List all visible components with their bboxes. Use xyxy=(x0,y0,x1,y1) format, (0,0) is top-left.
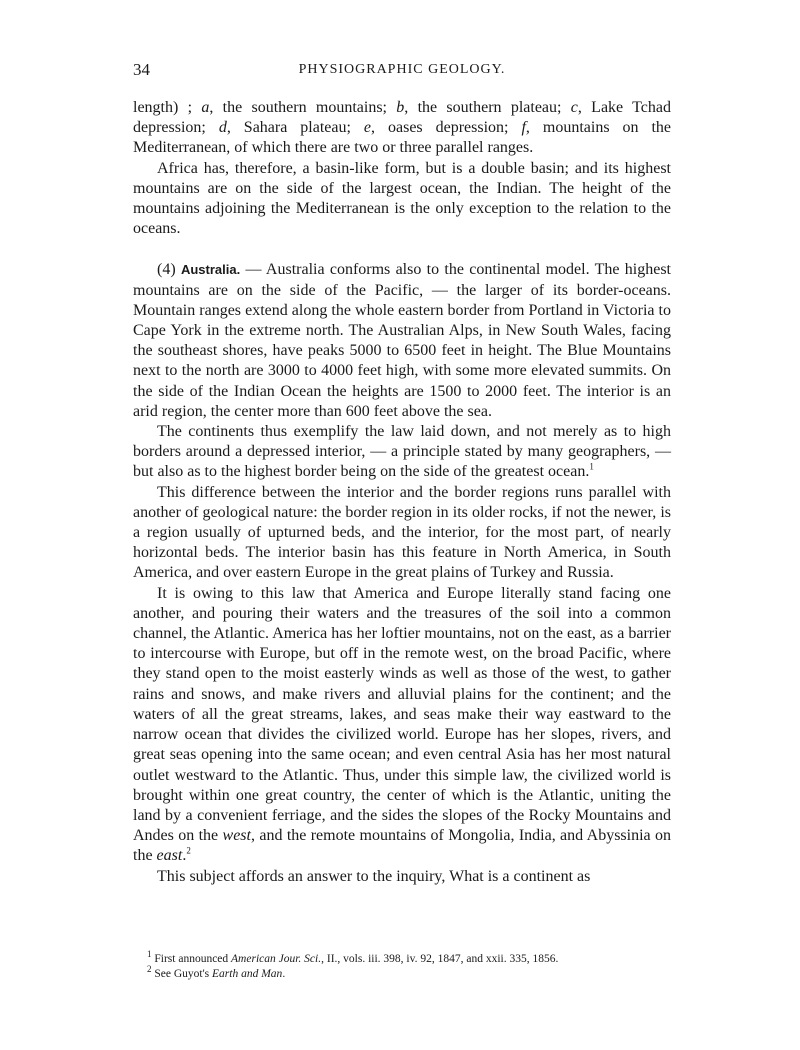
footnote-2: $^2$ See Guyot's Earth and Man. xyxy=(147,964,286,980)
paragraph-america-europe: It is owing to this law that America and Europe literally stand facing one another, and pouring their waters and the treasures of the soil into a common channel, the Atlantic. America has her loftier mountains, not on the east, as a barrier to intercourse with Europe, but off in the remote west, on the broad Pacific, where they stand open to the moist easterly winds as well as those of the west, to gather rains and snows, and make rivers and alluvial plains for the continent; and the waters of all the great streams, lakes, and seas make their way eastward to the narrow ocean that divides the civilized world. Europe has her slopes, rivers, and great seas opening into the same ocean; and even central Asia has her most natural outlet westward to the Atlantic. Thus, under this simple law, the civilized world is brought within one great country, the center of which is the Atlantic, uniting the land by a convenient ferriage, and the sides the slopes of the Rocky Mountains and Andes on the west, and the remote mountains of Mongolia, India, and Abyssinia on the east.$^2$ xyxy=(133,584,672,865)
footnote-ref-2: 2 xyxy=(186,845,191,856)
page-number: 34 xyxy=(133,60,150,79)
body-text xyxy=(133,98,671,887)
section-label-australia: Australia. xyxy=(180,262,241,278)
paragraph-continents-law: The continents thus exemplify the law laid down, and not merely as to high borders around a depressed interior, — a principle stated by many geographers, — but also as to the highest border being on the side of the greatest ocean.$^1$ xyxy=(133,423,671,481)
paragraph-australia: (4) Australia. — Australia conforms also to the continental model. The highest mountains are on the side of the Pacific, — the larger of its border-oceans. Mountain ranges extend along the whole eastern border from Portland in Victoria to Cape York in the extreme north. The Australian Alps, in New South Wales, facing the southeast shores, have peaks 5000 to 6500 feet in height. The Blue Mountains next to the north are 3000 to 4000 feet high, with some more elevated summits. On the side of the Indian Ocean the heights are 1500 to 2000 feet. The interior is an arid region, the center more than 600 feet above the sea. xyxy=(133,261,672,420)
footnote-ref-1: 1 xyxy=(589,462,594,473)
paragraph-interior-border: This difference between the interior and the border regions runs parallel with another of geological nature: the border region in its older rocks, if not the newer, is a region usually of upturned beds, and the interior, for the most part, of nearly horizontal beds. The interior basin has this feature in North America, in South America, and over eastern Europe in the great plains of Turkey and Russia. xyxy=(133,483,671,582)
page-header xyxy=(133,60,671,84)
footnote-1: $^1$ First announced American Jour. Sci., II., vols. iii. 398, iv. 92, 1847, and xxii. 335, 1856. xyxy=(147,949,559,965)
paragraph-africa-legend: length) ; a, the southern mountains; b, the southern plateau; c, Lake Tchad depression; d, Sahara plateau; e, oases depression; f, mountains on the Mediterranean, of which there are two or three parallel ranges. xyxy=(133,99,672,157)
running-head: PHYSIOGRAPHIC GEOLOGY. xyxy=(298,62,506,77)
paragraph-continent-inquiry: This subject affords an answer to the inquiry, What is a continent as xyxy=(157,867,591,885)
footnotes xyxy=(133,949,671,982)
paragraph-africa-basin: Africa has, therefore, a basin-like form, but is a double basin; and its highest mountains are on the side of the largest ocean, the Indian. The height of the mountains adjoining the Mediterranean is the only exception to the relation to the oceans. xyxy=(133,159,671,238)
